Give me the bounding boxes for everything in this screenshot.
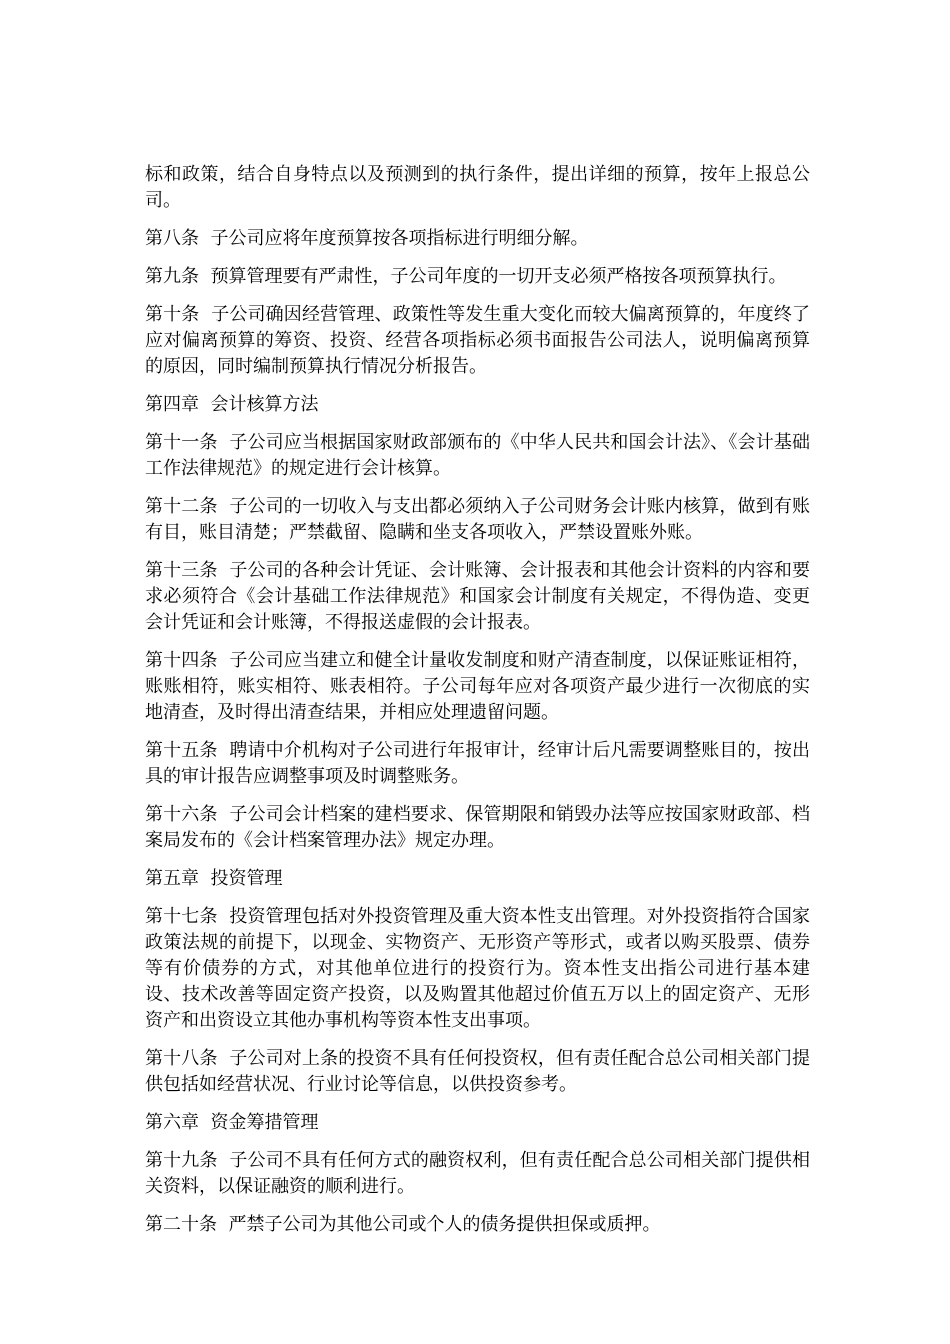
article-16: 第十六条 子公司会计档案的建档要求、保管期限和销毁办法等应按国家财政部、档案局发布的《会计档案管理办法》规定办理。: [145, 804, 810, 851]
article-13: 第十三条 子公司的各种会计凭证、会计账簿、会计报表和其他会计资料的内容和要求必须符合《会计基础工作法律规范》和国家会计制度有关规定，不得伪造、变更会计凭证和会计账簿，不得报送虚假的会计报表。: [145, 560, 810, 633]
article-8: 第八条 子公司应将年度预算按各项指标进行明细分解。: [145, 228, 589, 249]
article-18: 第十八条 子公司对上条的投资不具有任何投资权，但有责任配合总公司相关部门提供包括如经营状况、行业讨论等信息，以供投资参考。: [145, 1048, 810, 1095]
article-19: 第十九条 子公司不具有任何方式的融资权利，但有责任配合总公司相关部门提供相关资料，以保证融资的顺利进行。: [145, 1150, 810, 1197]
article-15: 第十五条 聘请中介机构对子公司进行年报审计，经审计后凡需要调整账目的，按出具的审计报告应调整事项及时调整账务。: [145, 740, 810, 787]
article-20: 第二十条 严禁子公司为其他公司或个人的债务提供担保或质押。: [145, 1214, 661, 1235]
article-17: 第十七条 投资管理包括对外投资管理及重大资本性支出管理。对外投资指符合国家政策法规的前提下，以现金、实物资产、无形资产等形式，或者以购买股票、债券等有价债券的方式，对其他单位进行的投资行为。资本性支出指公司进行基本建设、技术改善等固定资产投资，以及购置其他超过价值五万以上的固定资产、无形资产和出资设立其他办事机构等资本性支出事项。: [145, 906, 810, 1031]
article-10: 第十条 子公司确因经营管理、政策性等发生重大变化而较大偏离预算的，年度终了应对偏离预算的筹资、投资、经营各项指标必须书面报告公司法人，说明偏离预算的原因，同时编制预算执行情况分析报告。: [145, 304, 810, 377]
chapter-5-heading: 第五章 投资管理: [145, 868, 283, 889]
article-11: 第十一条 子公司应当根据国家财政部颁布的《中华人民共和国会计法》、《会计基础工作法律规范》的规定进行会计核算。: [145, 432, 810, 479]
article-12: 第十二条 子公司的一切收入与支出都必须纳入子公司财务会计账内核算，做到有账有目，账目清楚；严禁截留、隐瞒和坐支各项收入，严禁设置账外账。: [145, 496, 810, 543]
paragraph-budget-continuation: 标和政策，结合自身特点以及预测到的执行条件，提出详细的预算，按年上报总公司。: [145, 164, 810, 211]
chapter-4-heading: 第四章 会计核算方法: [145, 394, 319, 415]
article-14: 第十四条 子公司应当建立和健全计量收发制度和财产清查制度，以保证账证相符，账账相符，账实相符、账表相符。子公司每年应对各项资产最少进行一次彻底的实地清查，及时得出清查结果，并相应处理遗留问题。: [145, 650, 810, 723]
chapter-6-heading: 第六章 资金筹措管理: [145, 1112, 319, 1133]
article-9: 第九条 预算管理要有严肃性，子公司年度的一切开支必须严格按各项预算执行。: [145, 266, 787, 287]
document-body: [145, 162, 810, 1250]
